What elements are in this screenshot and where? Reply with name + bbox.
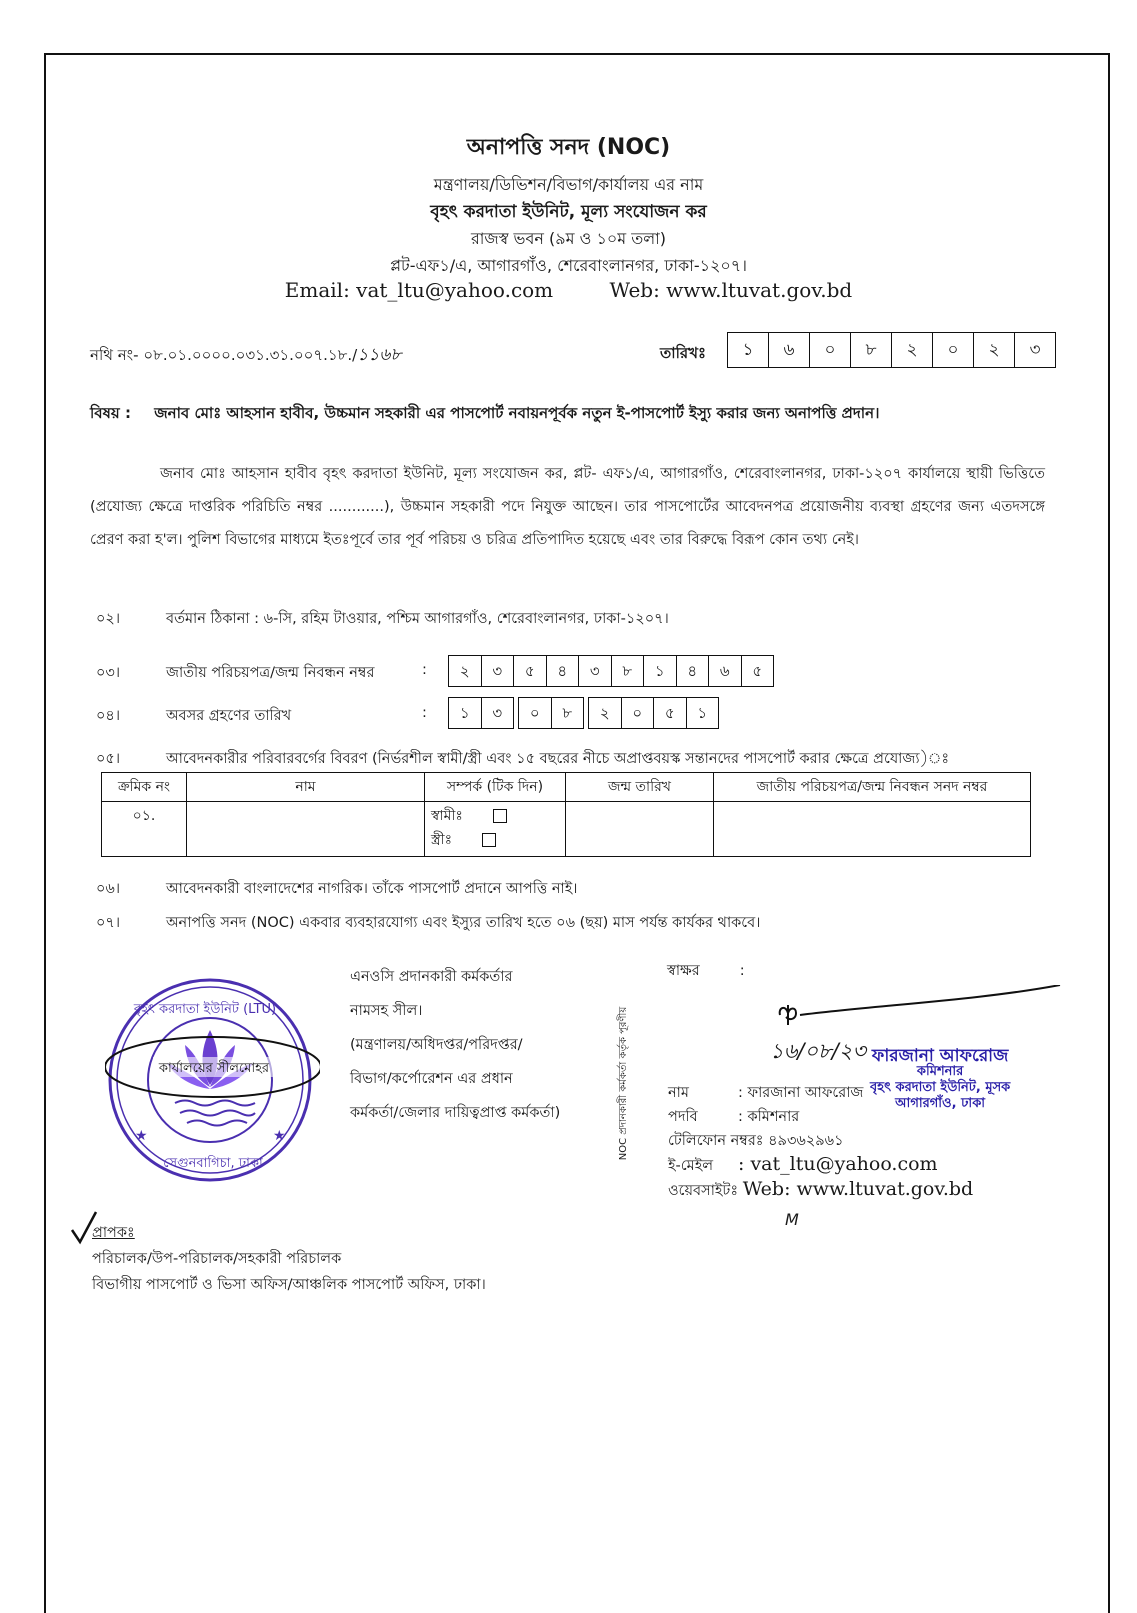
header-name: নাম xyxy=(187,773,425,802)
body-paragraph xyxy=(90,458,1045,557)
stamp-location: আগারগাঁও, ঢাকা xyxy=(895,1096,986,1111)
date-digit: ২ xyxy=(974,333,1015,367)
name-label: নাম xyxy=(668,1085,689,1101)
document-title: অনাপত্তি সনদ (NOC) xyxy=(466,135,671,160)
item-text: বর্তমান ঠিকানা : ৬-সি, রহিম টাওয়ার, পশ্চিম আগারগাঁও, শেরেবাংলানগর, ঢাকা-১২০৭। xyxy=(166,611,669,627)
item-number: ০৩। xyxy=(96,665,121,681)
memo-label: নথি নং- xyxy=(90,346,139,364)
date-digit: ২ xyxy=(892,333,933,367)
nid-digit: ৩ xyxy=(579,656,612,686)
wife-checkbox[interactable] xyxy=(482,833,496,847)
item-colon: : xyxy=(422,662,427,678)
recipient-header: প্রাপকঃ xyxy=(92,1225,135,1241)
vertical-note-text: NOC প্রদানকারী কর্মকর্তা কর্তৃক পূরণীয় xyxy=(618,1006,629,1161)
signature-label: স্বাক্ষর xyxy=(667,963,700,979)
subject-label: বিষয় : xyxy=(90,404,131,422)
subject-line xyxy=(90,402,879,427)
officer-email-row xyxy=(668,1153,938,1179)
date-digit: ৫ xyxy=(654,698,687,728)
instruction-line: (মন্ত্রণালয়/অধিদপ্তর/পরিদপ্তর/ xyxy=(350,1037,523,1053)
item-citizen xyxy=(96,878,577,902)
cell-relation xyxy=(425,802,566,857)
item-number: ০২। xyxy=(96,611,121,627)
handwritten-initial: M xyxy=(785,1210,799,1229)
relation-wife-label: স্ত্রীঃ xyxy=(431,832,453,848)
date-digit: ০ xyxy=(933,333,974,367)
svg-text:কার্যালয়ের সীলমোহর: কার্যালয়ের সীলমোহর xyxy=(158,1061,270,1076)
cell-name[interactable] xyxy=(187,802,425,857)
vertical-note xyxy=(612,975,632,1190)
item-text: আবেদনকারীর পরিবারবর্গের বিবরণ (নির্ভরশীল স্বামী/স্ত্রী এবং ১৫ বছরের নীচে অপ্রাপ্তবয়স্ক সন্তানদের পাসপোর্ট করার ক্ষেত্রে প্রযোজ্য)ঃ xyxy=(166,751,950,767)
memo-value: ০৮.০১.০০০০.০৩১.৩১.০০৭.১৮./ xyxy=(143,346,358,364)
seal-icon xyxy=(105,975,320,1185)
officer-name: : ফারজানা আফরোজ xyxy=(738,1085,864,1101)
svg-text:বৃহৎ করদাতা ইউনিট (LTU): বৃহৎ করদাতা ইউনিট (LTU) xyxy=(133,1002,277,1017)
cell-dob[interactable] xyxy=(566,802,714,857)
svg-text:★: ★ xyxy=(273,1128,286,1144)
officer-email: : vat_ltu@yahoo.com xyxy=(738,1153,938,1175)
website-label: ওয়েবসাইটঃ xyxy=(668,1183,739,1199)
nid-digit: ১ xyxy=(644,656,677,686)
item-label: জাতীয় পরিচয়পত্র/জন্ম নিবন্ধন নম্বর xyxy=(166,665,375,681)
officer-instructions xyxy=(350,960,560,1130)
family-table xyxy=(101,772,1031,857)
office-seal xyxy=(105,975,320,1185)
nid-digit: ৪ xyxy=(677,656,710,686)
date-digit: ০ xyxy=(622,698,655,728)
instruction-line: কর্মকর্তা/জেলার দায়িত্বপ্রাপ্ত কর্মকর্তা) xyxy=(350,1105,561,1121)
instruction-line: নামসহ সীল। xyxy=(350,1003,423,1019)
nid-digit: ২ xyxy=(449,656,482,686)
body-text: জনাব মোঃ আহসান হাবীব বৃহৎ করদাতা ইউনিট, মূল্য সংযোজন কর, প্লট- এফ১/এ, আগারগাঁও, শেরেবাংলানগর, ঢাকা-১২০৭ কার্যালয়ে স্থায়ী ভিত্তিতে (প্রযোজ্য ক্ষেত্রে দাপ্তরিক পরিচিতি নম্বর ............), উচ্চমান সহকারী পদে নিযুক্ত আছেন। তার পাসপোর্টের আবেদনপত্র প্রয়োজনীয় ব্যবস্থা গ্রহণের জন্য এতদসঙ্গে প্রেরণ করা হ'ল। পুলিশ বিভাগের মাধ্যমে ইতঃপূর্বে তার পূর্ব পরিচয় ও চরিত্র প্রতিপাদিত হয়েছে এবং তার বিরুদ্ধে বিরূপ কোন তথ্য নেই। xyxy=(90,466,1045,548)
svg-text:সেগুনবাগিচা, ঢাকা: সেগুনবাগিচা, ঢাকা xyxy=(163,1156,263,1171)
date-digit: ৮ xyxy=(851,333,892,367)
building-name: রাজস্ব ভবন (৯ম ও ১০ম তলা) xyxy=(470,229,667,248)
officer-stamp xyxy=(870,1048,1010,1112)
item-colon: : xyxy=(422,705,427,721)
retirement-date-boxes xyxy=(448,697,719,729)
nid-digit: ৫ xyxy=(514,656,547,686)
retirement-day xyxy=(448,697,514,729)
header-nid: জাতীয় পরিচয়পত্র/জন্ম নিবন্ধন সনদ নম্বর xyxy=(714,773,1031,802)
designation-label: পদবি xyxy=(668,1109,698,1125)
cell-nid[interactable] xyxy=(714,802,1031,857)
date-digit: ১ xyxy=(728,333,769,367)
retirement-month xyxy=(518,697,584,729)
table-header-row xyxy=(102,773,1031,802)
header-dob: জন্ম তারিখ xyxy=(566,773,714,802)
date-label: তারিখঃ xyxy=(660,344,706,362)
date-digit: ২ xyxy=(589,698,622,728)
nid-digit: ৩ xyxy=(482,656,515,686)
recipient-block xyxy=(92,1220,486,1298)
memo-handwritten: ১১৬৮ xyxy=(357,345,402,365)
office-name: বৃহৎ করদাতা ইউনিট, মূল্য সংযোজন কর xyxy=(430,202,707,222)
officer-designation-row xyxy=(668,1106,799,1130)
instruction-line: বিভাগ/কর্পোরেশন এর প্রধান xyxy=(350,1071,513,1087)
nid-digit: ৪ xyxy=(547,656,580,686)
item-label: অবসর গ্রহণের তারিখ xyxy=(166,708,292,724)
nid-digit: ৮ xyxy=(612,656,645,686)
date-boxes xyxy=(727,332,1056,368)
signature-colon: : xyxy=(739,963,745,979)
table-row xyxy=(102,802,1031,857)
date-digit: ১ xyxy=(449,698,482,728)
item-number: ০৪। xyxy=(96,708,121,724)
item-text: অনাপত্তি সনদ (NOC) একবার ব্যবহারযোগ্য এবং ইস্যুর তারিখ হতে ০৬ (ছয়) মাস পর্যন্ত কার্যকর থাকবে। xyxy=(166,915,761,931)
stamp-name: ফারজানা আফরোজ xyxy=(871,1046,1009,1066)
nid-boxes xyxy=(448,655,774,687)
date-digit: ৩ xyxy=(492,704,503,722)
officer-name-row xyxy=(668,1082,863,1106)
item-family xyxy=(96,748,949,772)
officer-website: Web: www.ltuvat.gov.bd xyxy=(742,1178,974,1200)
signature-date: ১৬/০৮/২৩ xyxy=(770,1039,867,1063)
item-text: আবেদনকারী বাংলাদেশের নাগরিক। তাঁকে পাসপোর্ট প্রদানে আপত্তি নাই। xyxy=(166,881,578,897)
memo-number xyxy=(90,342,401,370)
officer-phone: টেলিফোন নম্বরঃ ৪৯৩৬২৯৬১ xyxy=(668,1133,844,1149)
relation-husband-label: স্বামীঃ xyxy=(431,808,463,824)
email-label: ই-মেইল xyxy=(668,1158,714,1174)
header-email: Email: vat_ltu@yahoo.com xyxy=(284,278,554,302)
header-relation: সম্পর্ক (টিক দিন) xyxy=(425,773,566,802)
contact-line xyxy=(0,278,1137,302)
item-number: ০৭। xyxy=(96,915,121,931)
officer-website-row xyxy=(668,1178,973,1204)
date-digit: ৩ xyxy=(1029,340,1041,360)
cell-serial: ০১. xyxy=(102,802,187,857)
svg-text:★: ★ xyxy=(135,1128,148,1144)
subject-text: জনাব মোঃ আহসান হাবীব, উচ্চমান সহকারী এর পাসপোর্ট নবায়নপূর্বক নতুন ই-পাসপোর্ট ইস্যু করার জন্য অনাপত্তি প্রদান। xyxy=(154,404,880,422)
item-validity xyxy=(96,912,760,936)
recipient-line: বিভাগীয় পাসপোর্ট ও ভিসা অফিস/আঞ্চলিক পাসপোর্ট অফিস, ঢাকা। xyxy=(92,1277,486,1293)
nid-digit: ৬ xyxy=(709,656,742,686)
office-address: প্লট-এফ১/এ, আগারগাঁও, শেরেবাংলানগর, ঢাকা-১২০৭। xyxy=(390,256,747,275)
item-nid xyxy=(96,662,427,686)
officer-designation: : কমিশনার xyxy=(738,1109,800,1125)
item-retirement xyxy=(96,705,427,729)
stamp-title: কমিশনার xyxy=(916,1064,964,1079)
item-number: ০৫। xyxy=(96,751,121,767)
recipient-line: পরিচালক/উপ-পরিচালক/সহকারী পরিচালক xyxy=(92,1251,342,1267)
date-digit: ৬ xyxy=(769,333,810,367)
signature-label-row xyxy=(667,960,745,984)
date-digit: ০ xyxy=(519,698,552,728)
date-digit: ১ xyxy=(697,704,708,722)
header-serial: ক্রমিক নং xyxy=(102,773,187,802)
instruction-line: এনওসি প্রদানকারী কর্মকর্তার xyxy=(350,969,513,985)
husband-checkbox[interactable] xyxy=(493,809,507,823)
retirement-year xyxy=(588,697,719,729)
stamp-office: বৃহৎ করদাতা ইউনিট, মূসক xyxy=(870,1080,1011,1095)
nid-digit: ৫ xyxy=(752,662,763,680)
date-digit: ০ xyxy=(810,333,851,367)
item-number: ০৬। xyxy=(96,881,121,897)
ministry-line: মন্ত্রণালয়/ডিভিশন/বিভাগ/কার্যালয় এর নাম xyxy=(433,175,704,194)
item-address xyxy=(96,608,669,632)
header-web: Web: www.ltuvat.gov.bd xyxy=(609,278,853,302)
date-digit: ৮ xyxy=(562,704,573,722)
